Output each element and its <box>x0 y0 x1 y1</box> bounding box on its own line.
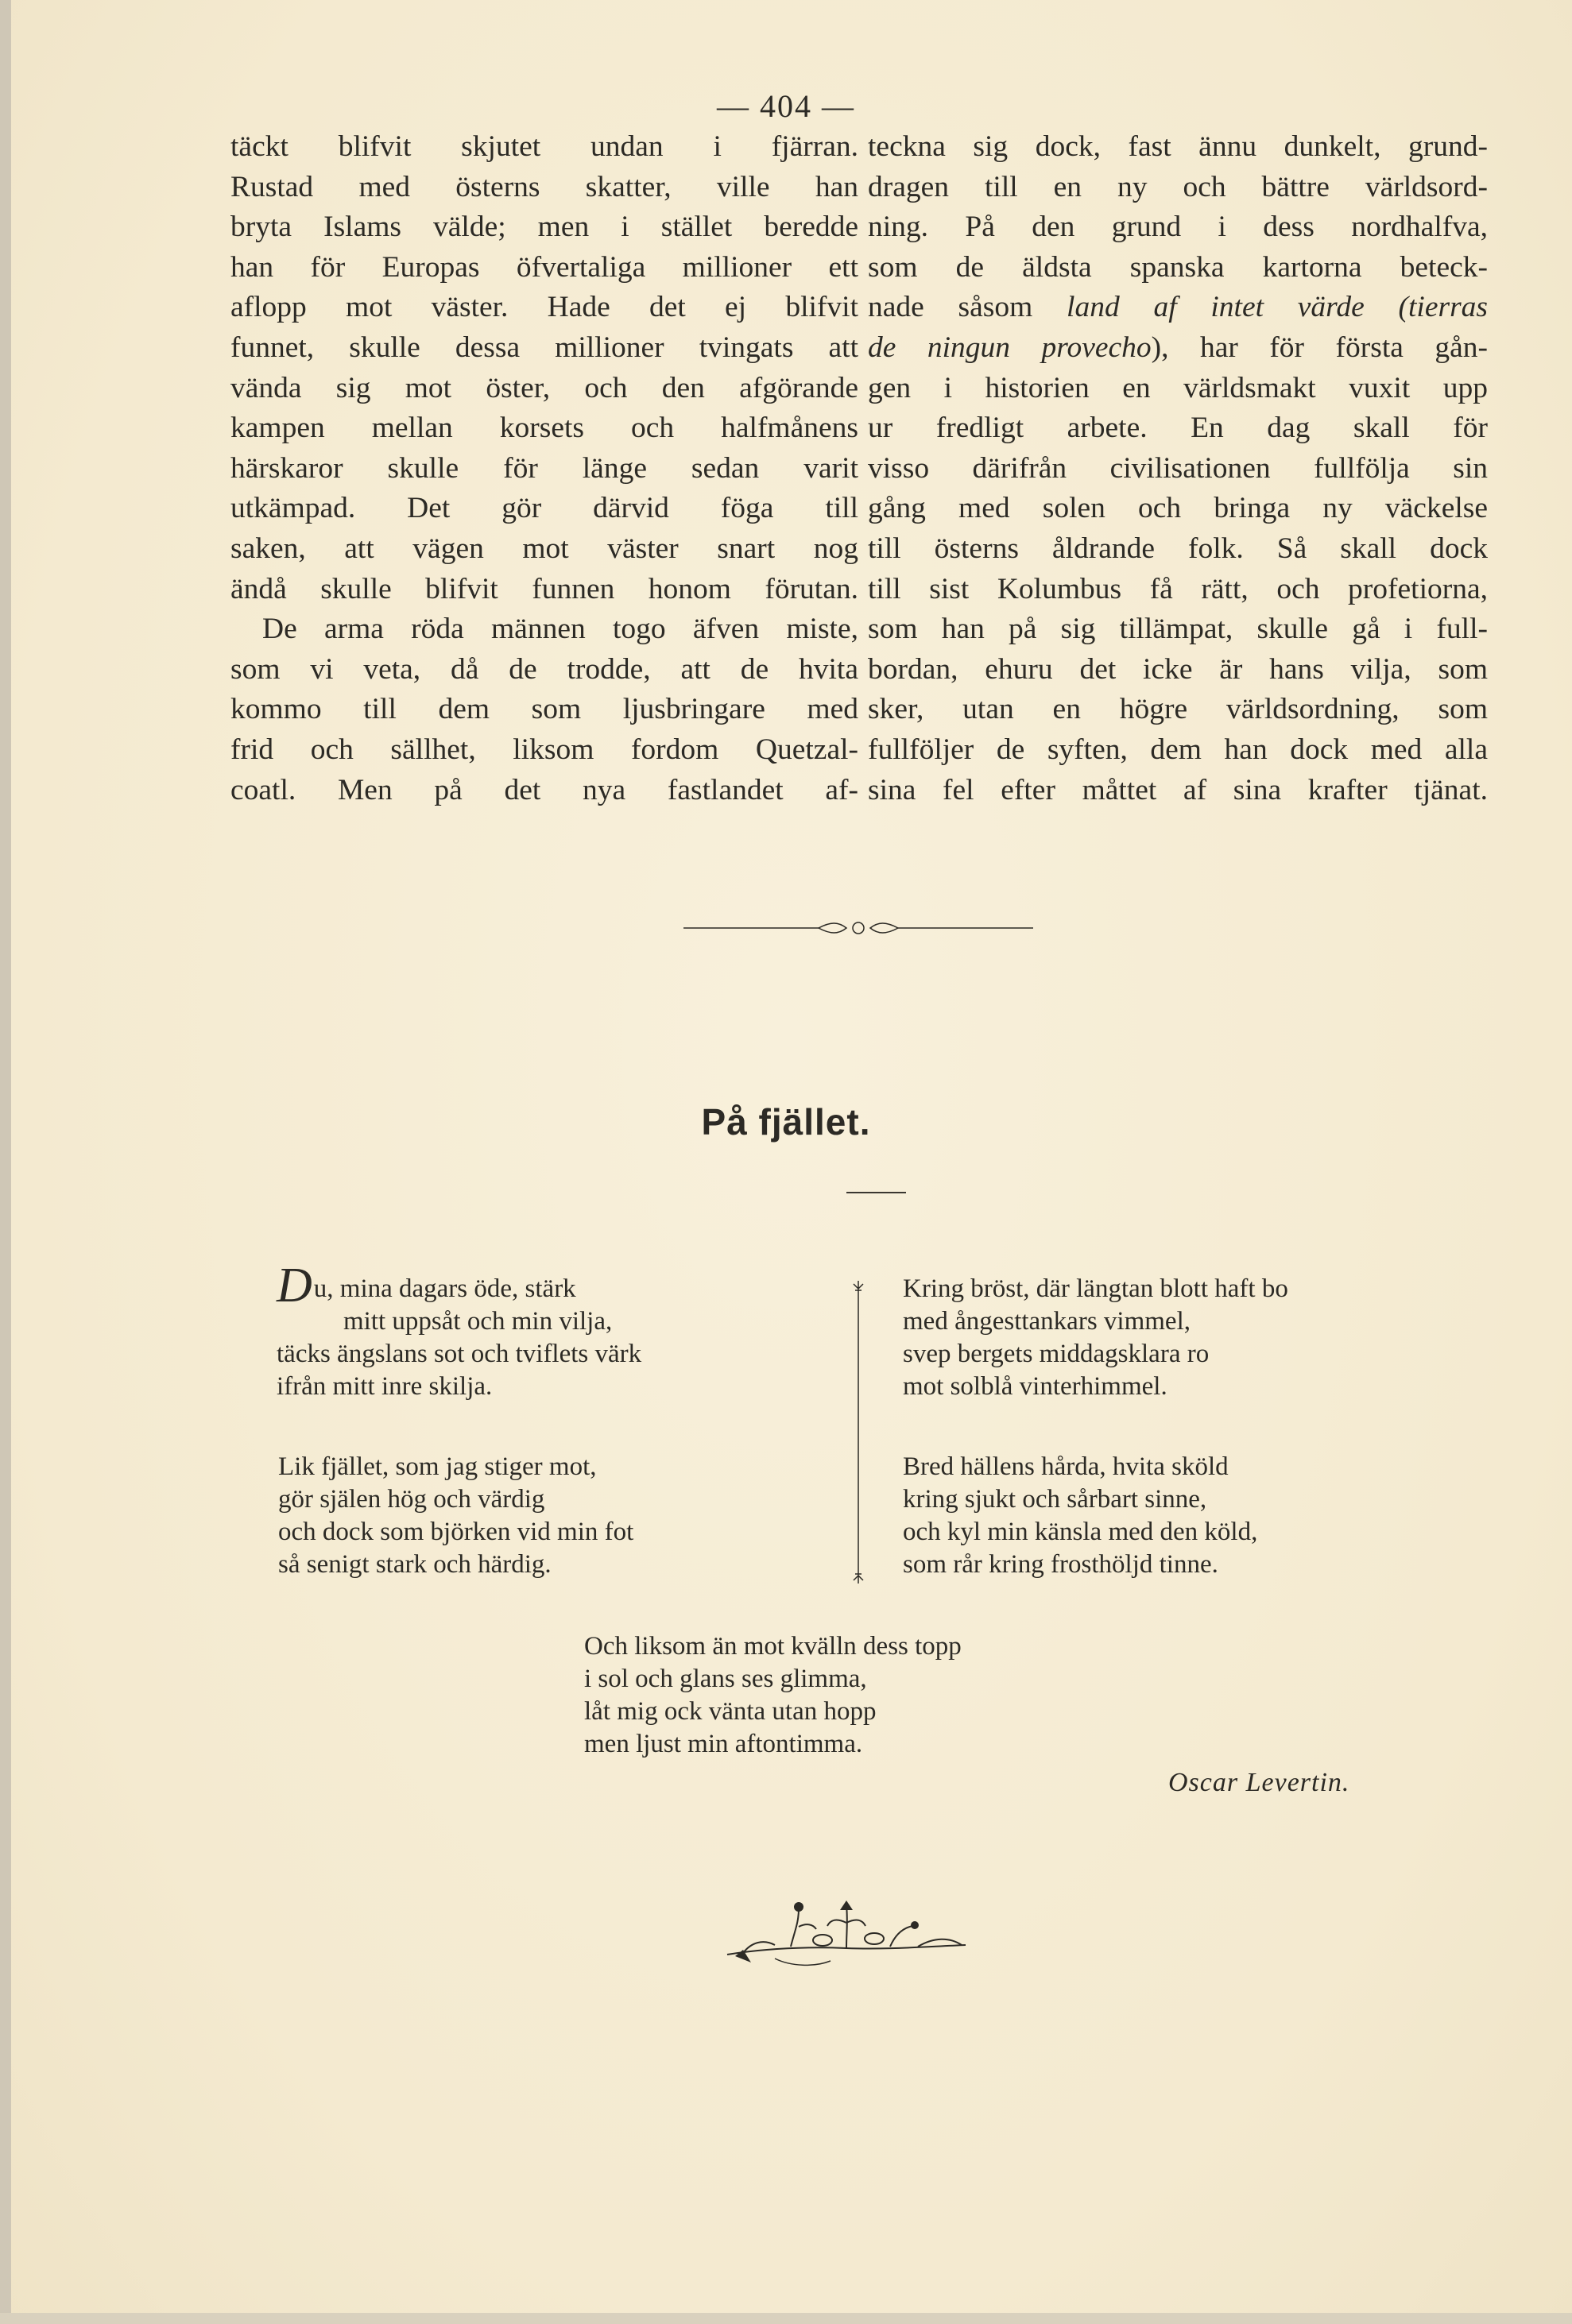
poem-line: och kyl min känsla med den köld, <box>903 1518 1258 1546</box>
author-signature: Oscar Levertin. <box>1168 1768 1350 1797</box>
text-line: aflopp mot väster. Hade det ej blifvit <box>230 291 858 324</box>
text-line: sker, utan en högre världsordning, som <box>868 693 1488 726</box>
poem-line <box>277 1259 641 1313</box>
poem-line: täcks ängslans sot och tviflets värk <box>277 1340 642 1368</box>
text-line: teckna sig dock, fast ännu dunkelt, grund- <box>868 130 1488 163</box>
text-line: kommo till dem som ljusbringare med <box>230 693 858 726</box>
poem-line: mitt uppsåt och min vilja, <box>343 1307 613 1336</box>
poem-title: På fjället. <box>701 1101 871 1143</box>
text-line: ändå skulle blifvit funnen honom förutan. <box>230 572 858 605</box>
poem-line: mot solblå vinterhimmel. <box>903 1372 1167 1401</box>
text-line: till österns åldrande folk. Så skall dock <box>868 532 1488 565</box>
poem-line: kring sjukt och sårbart sinne, <box>903 1485 1207 1514</box>
poem-line: men ljust min aftontimma. <box>584 1730 863 1758</box>
text-line: utkämpad. Det gör därvid föga till <box>230 492 858 525</box>
text-line: dragen till en ny och bättre världsord- <box>868 170 1488 203</box>
right-column <box>868 127 1488 810</box>
poem-line: Lik fjället, som jag stiger mot, <box>278 1452 597 1481</box>
ornamental-vertical-rule-icon <box>850 1279 866 1585</box>
text-line: som han på sig tillämpat, skulle gå i full- <box>868 613 1488 646</box>
text-line: funnet, skulle dessa millioner tvingats att <box>230 331 858 364</box>
text-line: ning. På den grund i dess nordhalfva, <box>868 211 1488 244</box>
text-line: De arma röda männen togo äfven miste, <box>262 613 858 646</box>
italic-phrase: de ningun provecho <box>868 331 1152 364</box>
text-line: visso därifrån civilisationen fullfölja sin <box>868 451 1488 485</box>
page-edge-left <box>0 0 11 2324</box>
poem-line: i sol och glans ses glimma, <box>584 1665 867 1693</box>
text-line: täckt blifvit skjutet undan i fjärran. <box>230 130 858 163</box>
poem-line: Bred hällens hårda, hvita sköld <box>903 1452 1229 1481</box>
text-span: u, mina dagars öde, stärk <box>313 1274 576 1303</box>
poem-line: som rår kring frosthöljd tinne. <box>903 1550 1218 1579</box>
text-line: sina fel efter måttet af sina krafter tjänat. <box>868 773 1488 806</box>
text-line-mixed <box>868 288 1488 328</box>
text-line: bordan, ehuru det icke är hans vilja, som <box>868 652 1488 686</box>
text-line: frid och sällhet, liksom fordom Quetzal- <box>230 733 858 766</box>
text-line: gen i historien en världsmakt vuxit upp <box>868 371 1488 404</box>
poem-line: gör själen hög och värdig <box>278 1485 545 1514</box>
text-line: gång med solen och bringa ny väckelse <box>868 492 1488 525</box>
page-number: — 404 — <box>717 88 855 124</box>
stanza-5 <box>584 1630 962 1761</box>
poem-line: med ångesttankars vimmel, <box>903 1307 1191 1336</box>
text-line: bryta Islams välde; men i stället beredde <box>230 211 858 244</box>
text-line: till sist Kolumbus få rätt, och profetiorna, <box>868 572 1488 605</box>
stanza-2 <box>278 1451 633 1581</box>
text-line: coatl. Men på det nya fastlandet af- <box>230 773 858 806</box>
poem-line: ifrån mitt inre skilja. <box>277 1372 493 1401</box>
text-line: härskaror skulle för länge sedan varit <box>230 451 858 485</box>
text-span: nade såsom <box>868 291 1033 324</box>
text-line-mixed <box>868 328 1488 369</box>
text-span: ), har för första gån- <box>1151 331 1488 364</box>
text-line: vända sig mot öster, och den afgörande <box>230 371 858 404</box>
italic-phrase: land af intet värde <box>1067 291 1365 324</box>
text-line: fullföljer de syften, dem han dock med alla <box>868 733 1488 766</box>
text-line: som de äldsta spanska kartorna beteck- <box>868 250 1488 284</box>
stanza-3 <box>903 1273 1288 1403</box>
stanza-1 <box>277 1259 642 1403</box>
text-line: som vi veta, då de trodde, att de hvita <box>230 652 858 686</box>
ornamental-divider-icon <box>683 920 1033 936</box>
text-line: kampen mellan korsets och halfmånens <box>230 412 858 445</box>
poem-line: svep bergets middagsklara ro <box>903 1340 1210 1368</box>
drop-cap: D <box>277 1259 312 1313</box>
poem-line: Och liksom än mot kvälln dess topp <box>584 1632 962 1661</box>
italic-phrase: (tierras <box>1398 291 1489 324</box>
left-column <box>230 127 858 810</box>
poem-line: så senigt stark och härdig. <box>278 1550 552 1579</box>
text-line: han för Europas öfvertaliga millioner ett <box>230 250 858 284</box>
poem-line: låt mig ock vänta utan hopp <box>584 1697 877 1726</box>
page-edge-bottom <box>0 2313 1572 2324</box>
text-line: ur fredligt arbete. En dag skall för <box>868 412 1488 445</box>
floral-vignette-icon <box>719 1899 974 1974</box>
title-rule <box>846 1192 906 1193</box>
poem-line: och dock som björken vid min fot <box>278 1518 634 1546</box>
stanza-4 <box>903 1451 1257 1581</box>
text-line: Rustad med österns skatter, ville han <box>230 170 858 203</box>
text-line: saken, att vägen mot väster snart nog <box>230 532 858 565</box>
poem-line: Kring bröst, där längtan blott haft bo <box>903 1274 1288 1303</box>
